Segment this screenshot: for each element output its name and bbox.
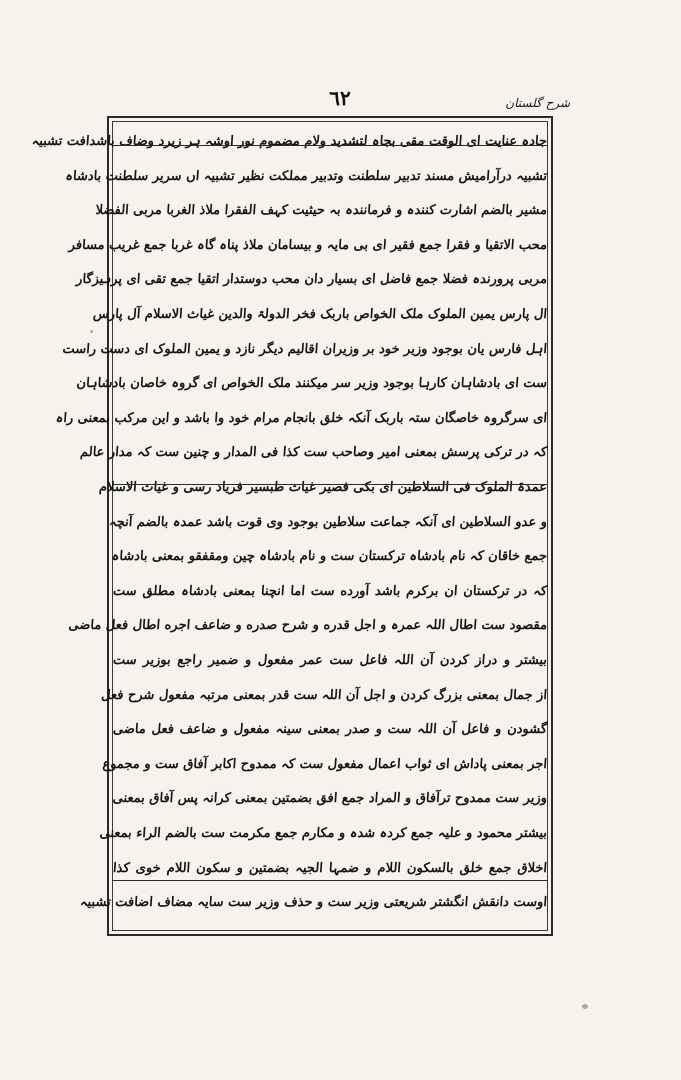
- text-line: کہ در ترکی پرسش بمعنی امیر وصاحب ست کذا فی المدار و چنین ست کہ مدار عالم: [79, 445, 548, 461]
- text-line: اوست دانقش انگشتر شریعتی وزیر ست و حذف وزیر ست سایہ مضاف اضافت تشبیہ: [79, 895, 548, 911]
- text-line: ای سرگروہ خاصگان ستہ باربک آنکہ خلق بانجام مرام خود وا باشد و این مرکب بمعنی راہ: [55, 410, 548, 426]
- running-header-title: شرح گلستان: [505, 96, 570, 110]
- text-line: وزیر ست ممدوح ترآفاق و المراد جمع افق بضمتین بمعنی کرانہ پس آفاق بمعنی: [112, 791, 548, 807]
- text-line: اہل فارس یان بوجود وزیر خود بر وزیران اقالیم دیگر نازد و یمین الملوک ای دست راست: [62, 341, 548, 357]
- text-line: بیشتر و دراز کردن آن اللہ فاعل ست عمر مفعول و ضمیر راجع بوزیر ست: [112, 653, 548, 668]
- section-divider: [113, 880, 547, 881]
- text-line: مربی پرورندہ فضلا جمع فاضل ای بسیار دان محب دوستدار اتقیا جمع تقی ای پرہیزگار: [75, 272, 548, 288]
- text-line: و عدو السلاطین ای آنکہ جماعت سلاطین بوجود وی قوت باشد عمدہ بالضم آنچہ: [108, 514, 548, 530]
- text-line: بیشتر محمود و علیہ جمع کردہ شدہ و مکارم جمع مکرمت ست بالضم الراء بمعنی: [99, 826, 548, 841]
- text-line: اجر بمعنی پاداش ای ثواب اعمال مفعول ست کہ ممدوح اکابر آفاق ست و مجموع: [101, 756, 548, 772]
- text-block: [31, 122, 548, 930]
- text-line: تشبیہ درآرامیش مسند تدبیر سلطنت وتدبیر مملکت نظیر تشبیہ اں سریر سلطنت بادشاہ: [64, 168, 548, 184]
- page-number: ٦٢: [329, 86, 351, 110]
- text-line: عمدۃ الملوک فی السلاطین ای بکی فصیر غیاث طبسیر فریاد رسی و غیاث الاسلام: [98, 480, 548, 495]
- ink-speck: [90, 330, 93, 333]
- text-line: ال پارس یمین الملوک ملک الخواص باربک فخر الدولۃ والدین غیاث الاسلام آل پارس: [92, 307, 548, 322]
- text-line: گشودن و فاعل آن اللہ ست و صدر بمعنی سینہ مفعول و ضاعف فعل ماضی: [112, 722, 548, 738]
- text-line: مشیر بالضم اشارت کنندہ و فرمانندہ بہ حیثیت کہف الفقرا ملاذ الغربا مربی الفضلا: [95, 203, 548, 219]
- text-line: ست ای بادشاہان کارہا بوجود وزیر سر میکنند ملک الخواص ای گروہ خاصان بادشاہان: [75, 376, 548, 392]
- text-line: اخلاق جمع خلق بالسکون اللام و ضمہا الجیہ بضمتین و سکون اللام خوی کذا: [112, 860, 548, 876]
- text-line: محب الاتقیا و فقرا جمع فقیر ای بی مایہ و بیسامان ملاذ پناہ گاہ غربا جمع غریب مسافر: [68, 237, 548, 253]
- section-divider: [113, 145, 547, 146]
- ink-speck: [582, 1004, 588, 1009]
- text-line: کہ در ترکستان ان برکرم باشد آورده ست اما انچنا بمعنی بادشاہ مطلق ست: [112, 583, 548, 599]
- text-line: از جمال بمعنی بزرگ کردن و اجل آن اللہ ست قدر بمعنی مرتبہ مفعول شرح فعل: [100, 687, 548, 703]
- text-line: جمع خاقان کہ نام بادشاہ ترکستان ست و نام بادشاہ چین ومقفقو بمعنی بادشاہ: [111, 549, 548, 565]
- text-line: مقصود ست اطال اللہ عمرہ و اجل قدره و شرح صدره و ضاعف اجره اطال فعل ماضی: [67, 618, 548, 634]
- section-divider: [113, 484, 547, 485]
- text-line: جادہ عنایت ای الوقت مقی بجاہ لتشدید ولام مضموم نور اوشہ ہر زیرد وضاف باشدافت تشبیہ: [31, 134, 548, 149]
